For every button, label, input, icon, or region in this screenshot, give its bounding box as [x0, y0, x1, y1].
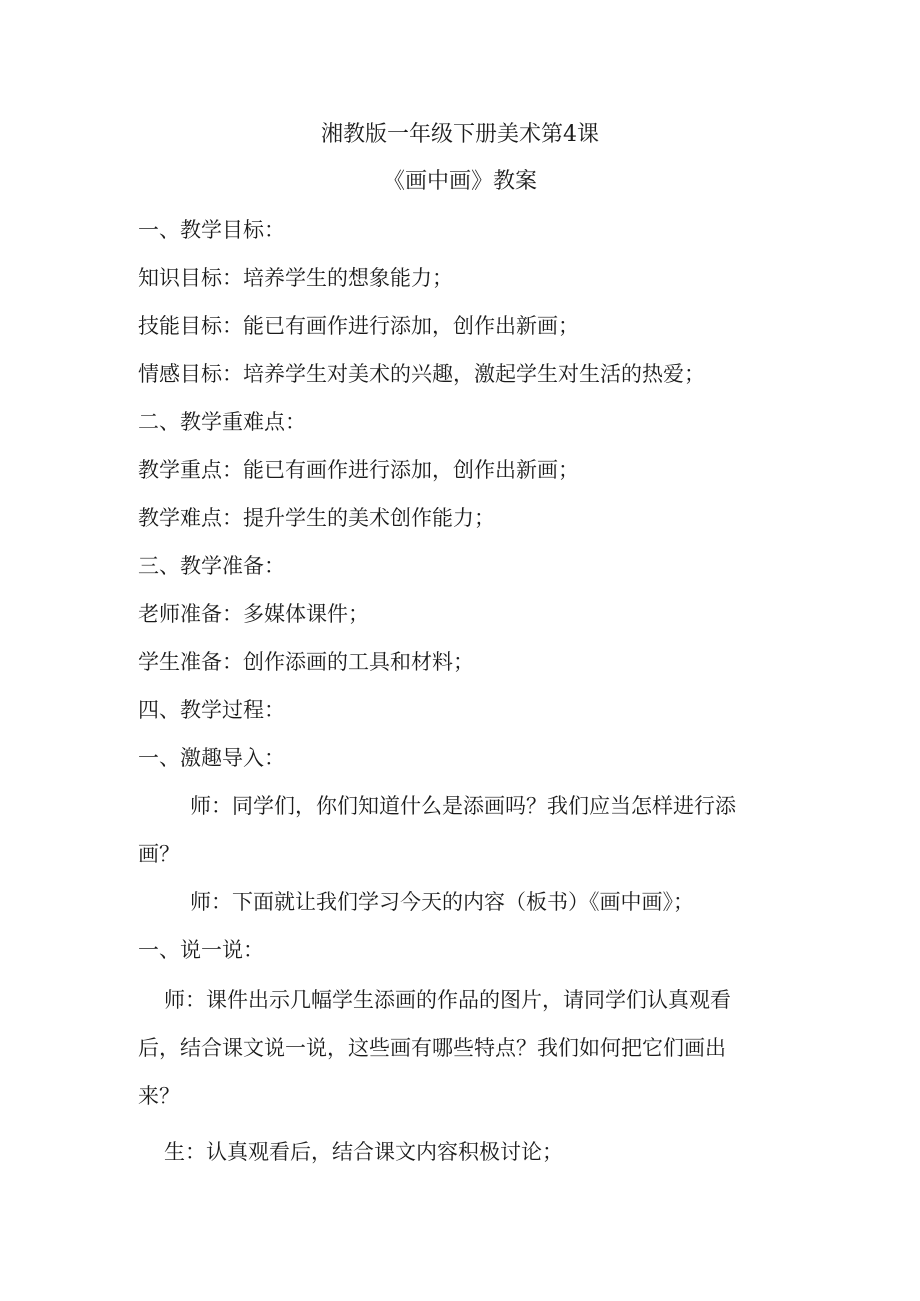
paragraph-difficult-point: 教学难点：提升学生的美术创作能力； — [138, 506, 495, 530]
paragraph-teacher-courseware-cont1: 后，结合课文说一说，这些画有哪些特点？我们如何把它们画出 — [138, 1036, 726, 1060]
document-title: 湘教版一年级下册美术第4课 — [321, 122, 599, 147]
section-heading-key-points: 二、教学重难点： — [138, 410, 306, 434]
document-subtitle: 《画中画》教案 — [382, 169, 537, 194]
section-heading-objectives: 一、教学目标： — [138, 218, 285, 242]
paragraph-student-preparation: 学生准备：创作添画的工具和材料； — [138, 650, 474, 674]
paragraph-teacher-courseware: 师：课件出示几幅学生添画的作品的图片，请同学们认真观看 — [164, 988, 731, 1012]
paragraph-teacher-preparation: 老师准备：多媒体课件； — [138, 602, 369, 626]
subsection-heading-introduction: 一、激趣导入： — [138, 746, 285, 770]
subsection-heading-discussion: 一、说一说： — [138, 938, 264, 962]
paragraph-teacher-courseware-cont2: 来？ — [138, 1084, 180, 1108]
paragraph-student-response: 生：认真观看后，结合课文内容积极讨论； — [164, 1140, 563, 1164]
paragraph-knowledge-objective: 知识目标：培养学生的想象能力； — [138, 266, 453, 290]
paragraph-teacher-board: 师：下面就让我们学习今天的内容（板书）《画中画》； — [190, 890, 694, 914]
paragraph-emotion-objective: 情感目标：培养学生对美术的兴趣，激起学生对生活的热爱； — [138, 362, 705, 386]
section-heading-process: 四、教学过程： — [138, 698, 285, 722]
paragraph-teacher-question: 师：同学们，你们知道什么是添画吗？我们应当怎样进行添 — [190, 794, 736, 818]
paragraph-key-point: 教学重点：能已有画作进行添加，创作出新画； — [138, 458, 579, 482]
paragraph-skill-objective: 技能目标：能已有画作进行添加，创作出新画； — [138, 314, 579, 338]
section-heading-preparation: 三、教学准备： — [138, 554, 285, 578]
paragraph-teacher-question-cont: 画？ — [138, 842, 180, 866]
